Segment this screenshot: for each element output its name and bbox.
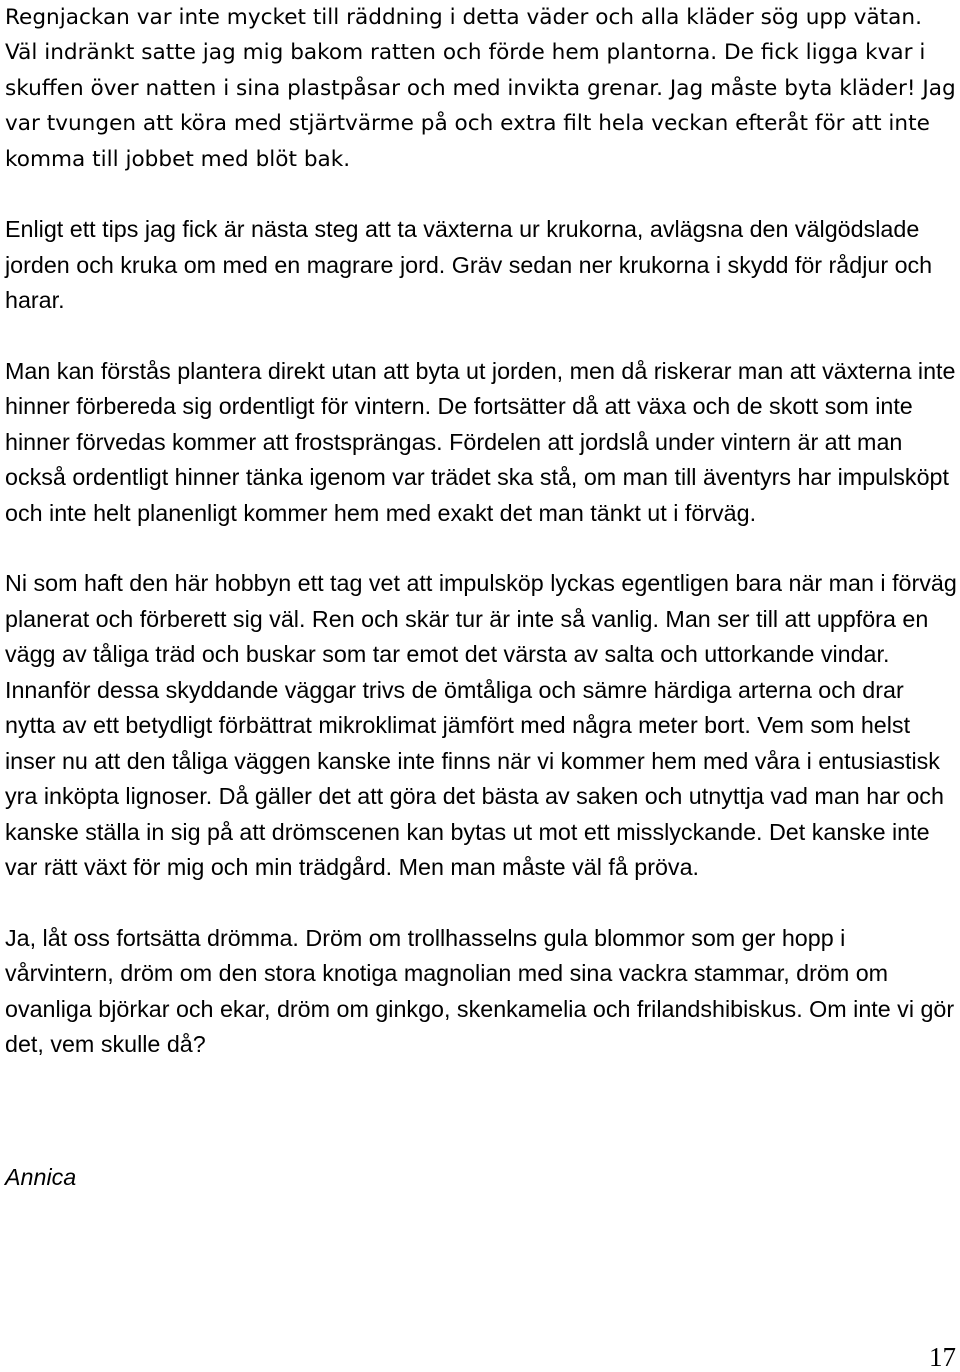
paragraph-raincoat: Regnjackan var inte mycket till räddning i detta väder och alla kläder sög upp vätan. Väl indränkt satte jag mig bakom ratten och förde hem plantorna. De fick ligga kvar i skuffen över natten i sina plastpåsar och med invikta grenar. Jag måste byta kläder! Jag var tvungen att köra med stjärtvärme på och extra filt hela veckan efteråt för att inte komma till jobbet med blöt bak. xyxy=(5,5,956,172)
paragraph-impulse-purchases: Ni som haft den här hobbyn ett tag vet att impulsköp lyckas egentligen bara när man i förväg planerat och förberett sig väl. Ren och skär tur är inte så vanlig. Man ser till att uppföra en vägg av tåliga träd och buskar som tar emot det värsta av salta och uttorkande vindar. Innanför dessa skyddande väggar trivs de ömtåliga och sämre härdiga arterna och drar nytta av ett betydligt förbättrat mikroklimat jämfört med några meter bort. Vem som helst inser nu att den tåliga väggen kanske inte finns när vi kommer hem med våra i entusiastisk yra inköpta lignoser. Då gäller det att göra det bästa av saken och utnyttja vad man har och kanske ställa in sig på att drömscenen kan bytas ut mot ett misslyckande. Det kanske inte var rätt växt för mig och min trädgård. Men man måste väl få pröva. xyxy=(5,570,957,881)
paragraph-repotting-tip: Enligt ett tips jag fick är nästa steg att ta växterna ur krukorna, avlägsna den välgödslade jorden och kruka om med en magrare jord. Gräv sedan ner krukorna i skydd för rådjur och harar. xyxy=(5,216,933,314)
author-signature: Annica xyxy=(5,1164,77,1190)
page-number: 17 xyxy=(929,1342,956,1372)
paragraph-keep-dreaming: Ja, låt oss fortsätta drömma. Dröm om trollhasselns gula blommor som ger hopp i vårvintern, dröm om den stora knotiga magnolian med sina vackra stammar, dröm om ovanliga björkar och ekar, dröm om ginkgo, skenkamelia och frilandshibiskus. Om inte vi gör det, vem skulle då? xyxy=(5,924,955,1058)
paragraph-planting-directly: Man kan förstås plantera direkt utan att byta ut jorden, men då riskerar man att växterna inte hinner förbereda sig ordentligt för vintern. De fortsätter då att växa och de skott som inte hinner förvedas kommer att frostsprängas. Fördelen att jordslå under vintern är att man också ordentligt hinner tänka igenom var trädet ska stå, om man till äventyrs har impulsköpt och inte helt planenligt kommer hem med exakt det man tänkt ut i förväg. xyxy=(5,357,956,526)
article-body xyxy=(5,0,957,1063)
